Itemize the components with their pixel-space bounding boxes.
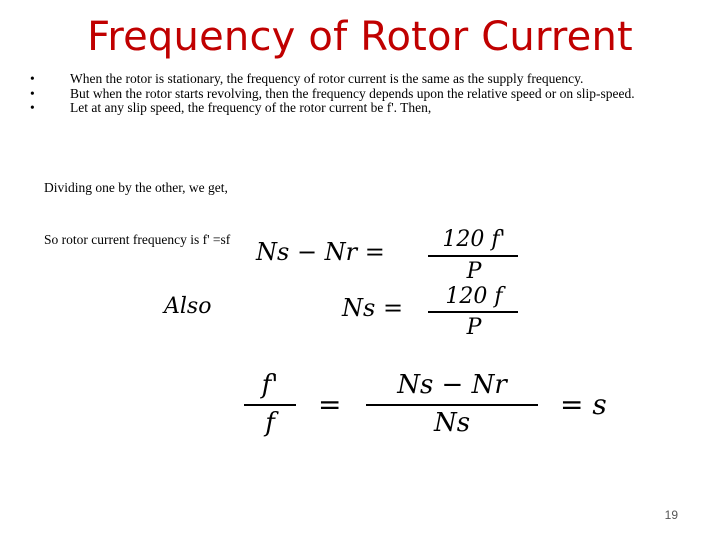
page-number: 19 xyxy=(664,508,678,522)
eq3-equals: = xyxy=(318,388,342,421)
eq1-lhs: Ns − Nr = xyxy=(256,238,385,266)
bullet-icon: • xyxy=(30,71,35,86)
eq1-fraction-bar xyxy=(428,255,518,257)
rotor-frequency-text: So rotor current frequency is f' =sf xyxy=(44,232,231,247)
dividing-text: Dividing one by the other, we get, xyxy=(44,180,228,195)
eq3-left-fraction-bar xyxy=(244,404,296,406)
eq2-numerator: 120 f xyxy=(445,284,503,309)
bullet-item xyxy=(30,87,690,102)
eq2-fraction-bar xyxy=(428,311,518,313)
eq2-denominator: P xyxy=(466,315,482,340)
eq3-result: = s xyxy=(560,388,607,421)
eq2-lhs: Ns = xyxy=(342,294,404,322)
eq2-label: Also xyxy=(164,294,212,319)
eq3-mid-fraction-bar xyxy=(366,404,538,406)
bullet-item xyxy=(30,72,690,87)
eq3-mid-denominator: Ns xyxy=(433,408,471,438)
bullet-icon: • xyxy=(30,85,35,101)
eq3-mid-numerator: Ns − Nr xyxy=(397,370,507,400)
bullet-text: Let at any slip speed, the frequency of the rotor current be f'. Then, xyxy=(70,100,432,115)
bullet-icon: • xyxy=(30,100,35,115)
eq3-left-denominator: f xyxy=(265,408,275,438)
eq1-numerator: 120 f' xyxy=(442,227,506,252)
bullet-text: When the rotor is stationary, the frequency of rotor current is the same as the supply frequency. xyxy=(70,71,584,86)
bullet-text: But when the rotor starts revolving, then the frequency depends upon the relative speed or on slip-speed. xyxy=(70,85,635,101)
bullet-item xyxy=(30,101,690,116)
eq3-left-numerator: f' xyxy=(261,370,279,400)
bullet-list xyxy=(30,72,690,116)
slide-title: Frequency of Rotor Current xyxy=(87,14,633,60)
eq1-denominator: P xyxy=(466,259,482,284)
